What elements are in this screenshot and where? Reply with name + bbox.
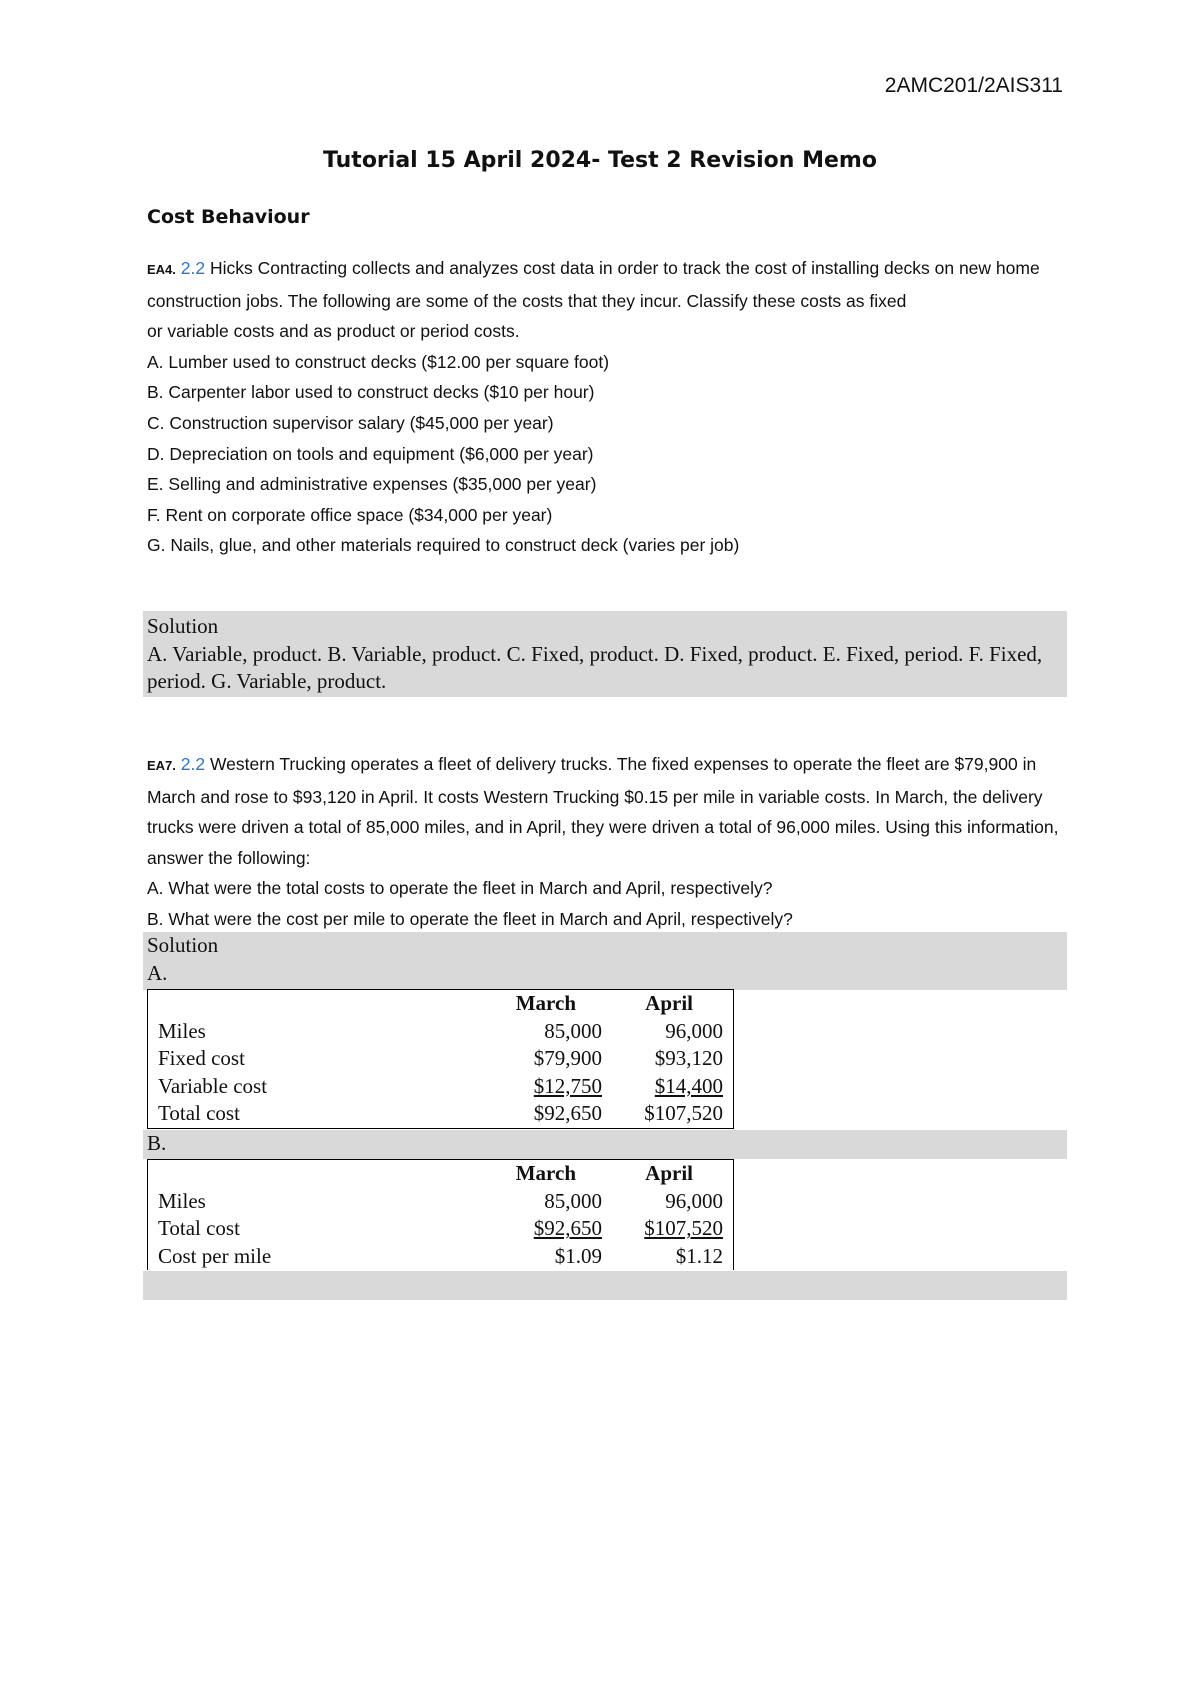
row-label: Fixed cost xyxy=(158,1046,245,1071)
column-header-april: April xyxy=(645,1161,693,1185)
column-header-march: March xyxy=(515,991,576,1015)
table-row xyxy=(148,1243,733,1271)
march-value: $1.09 xyxy=(554,1243,602,1268)
cost-item: G. Nails, glue, and other materials required to construct deck (varies per job) xyxy=(147,535,740,556)
march-value: 85,000 xyxy=(544,1188,602,1213)
part-b-band xyxy=(143,1130,1067,1159)
table-total-costs xyxy=(147,989,734,1129)
column-header-march: March xyxy=(515,1161,576,1185)
part-a-label: A. xyxy=(147,960,168,985)
question-text: Hicks Contracting collects and analyzes cost data in order to track the cost of installing decks on new home construction jobs. The following are some of the costs that they incur. Classify these costs as fixed xyxy=(147,258,1040,311)
march-value: $12,750 xyxy=(533,1073,602,1098)
april-value: 96,000 xyxy=(665,1188,723,1213)
table-header-row xyxy=(148,1160,733,1188)
learning-objective-link[interactable]: 2.2 xyxy=(180,258,206,278)
row-label: Variable cost xyxy=(158,1073,268,1098)
question-ea4 xyxy=(147,253,1063,561)
row-label: Cost per mile xyxy=(158,1243,272,1268)
april-value: $107,520 xyxy=(644,1101,723,1126)
solution-label: Solution xyxy=(147,614,219,638)
table-cost-per-mile xyxy=(147,1159,734,1270)
learning-objective-link[interactable]: 2.2 xyxy=(180,754,206,774)
question-text-continued: or variable costs and as product or period costs. xyxy=(147,321,520,342)
march-value: $92,650 xyxy=(533,1101,602,1126)
april-value: $93,120 xyxy=(654,1046,723,1071)
table-row xyxy=(148,1215,733,1243)
question-part-a: A. What were the total costs to operate the fleet in March and April, respectively? xyxy=(147,878,773,899)
question-ea7-intro xyxy=(147,749,1063,873)
page-title: Tutorial 15 April 2024- Test 2 Revision Memo xyxy=(323,148,877,173)
table-header-row xyxy=(148,990,733,1018)
column-header-april: April xyxy=(645,991,693,1015)
march-value: $79,900 xyxy=(533,1046,602,1071)
section-title: Cost Behaviour xyxy=(147,206,310,228)
question-ea4-intro xyxy=(147,253,1063,316)
april-value: $14,400 xyxy=(654,1073,723,1098)
course-code: 2AMC201/2AIS311 xyxy=(884,74,1063,97)
solution-text: A. Variable, product. B. Variable, product. C. Fixed, product. D. Fixed, product. E. Fixed, period. F. Fixed, period. G. Variable, product. xyxy=(147,641,1043,693)
solution-ea4 xyxy=(143,611,1067,697)
question-id: EA7. xyxy=(147,758,176,773)
cost-item: E. Selling and administrative expenses ($35,000 per year) xyxy=(147,474,597,495)
cost-item: D. Depreciation on tools and equipment ($6,000 per year) xyxy=(147,443,594,464)
cost-item: C. Construction supervisor salary ($45,000 per year) xyxy=(147,412,554,433)
april-value: $1.12 xyxy=(675,1243,723,1268)
question-ea7 xyxy=(147,749,1063,935)
row-label: Miles xyxy=(158,1188,206,1213)
march-value: 85,000 xyxy=(544,1018,602,1043)
solution-label: Solution xyxy=(147,933,219,957)
row-label: Total cost xyxy=(158,1216,240,1241)
question-text: Western Trucking operates a fleet of delivery trucks. The fixed expenses to operate the fleet are $79,900 in March and rose to $93,120 in April. It costs Western Trucking $0.15 per mile in variable costs. In March, the delivery trucks were driven a total of 85,000 miles, and in April, they were driven a total of 96,000 miles. Using this information, answer the following: xyxy=(147,754,1059,868)
solution-footer-band xyxy=(143,1271,1067,1300)
question-id: EA4. xyxy=(147,262,176,277)
table-row xyxy=(148,1045,733,1073)
march-value: $92,650 xyxy=(533,1216,602,1241)
cost-item: F. Rent on corporate office space ($34,000 per year) xyxy=(147,504,553,525)
table-row xyxy=(148,1018,733,1046)
april-value: 96,000 xyxy=(665,1018,723,1043)
solution-ea7-header xyxy=(143,932,1067,990)
part-b-label: B. xyxy=(147,1131,167,1155)
april-value: $107,520 xyxy=(644,1216,723,1241)
row-label: Miles xyxy=(158,1018,206,1043)
table-row xyxy=(148,1073,733,1101)
table-row xyxy=(148,1100,733,1128)
question-part-b: B. What were the cost per mile to operate the fleet in March and April, respectively? xyxy=(147,908,793,929)
table-row xyxy=(148,1188,733,1216)
cost-item: A. Lumber used to construct decks ($12.00 per square foot) xyxy=(147,351,610,372)
row-label: Total cost xyxy=(158,1101,240,1126)
cost-item: B. Carpenter labor used to construct decks ($10 per hour) xyxy=(147,382,595,403)
